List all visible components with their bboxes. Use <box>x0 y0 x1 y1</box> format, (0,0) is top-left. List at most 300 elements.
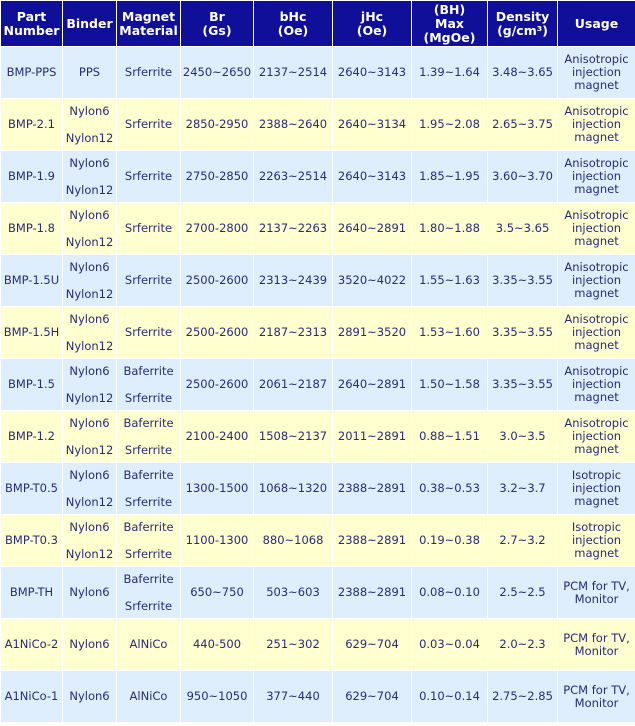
table-row <box>1 255 635 307</box>
jhc-value: 2011~2891 <box>337 429 407 443</box>
binder-line: Nylon6 <box>69 363 110 378</box>
usage-cell <box>558 619 635 671</box>
jhc-value: 2640~3134 <box>337 117 407 131</box>
usage-line: injection <box>571 533 622 547</box>
bhc-cell <box>254 671 333 723</box>
part-number-cell <box>1 671 63 723</box>
usage-line: injection <box>571 429 622 443</box>
header-line: Density <box>495 8 550 24</box>
bhmax-cell <box>412 619 488 671</box>
part-value: BMP-2.1 <box>8 117 55 131</box>
jhc-cell <box>333 151 412 203</box>
binder-line: Nylon12 <box>65 390 114 405</box>
material-line: AlNiCo <box>129 637 168 651</box>
bhmax-value: 0.08~0.10 <box>419 585 480 599</box>
part-value: BMP-PPS <box>6 65 57 79</box>
part-value: BMP-1.5 <box>8 377 55 391</box>
br-value: 2500-2600 <box>185 377 249 391</box>
table-row <box>1 567 635 619</box>
part-number-cell <box>1 515 63 567</box>
jhc-value: 2640~3143 <box>337 169 407 183</box>
magnet-material-cell <box>117 671 181 723</box>
usage-cell <box>558 671 635 723</box>
jhc-cell <box>333 99 412 151</box>
bhmax-value: 1.95~2.08 <box>419 117 480 131</box>
header-br <box>181 1 254 47</box>
jhc-cell <box>333 671 412 723</box>
density-cell <box>488 567 558 619</box>
br-cell <box>181 619 254 671</box>
binder-line: Nylon12 <box>65 182 114 197</box>
material-line: Srferrite <box>124 169 173 183</box>
usage-line: injection <box>571 65 622 79</box>
material-line: Srferrite <box>124 117 173 131</box>
bhc-cell <box>254 307 333 359</box>
material-line: Srferrite <box>124 598 173 613</box>
jhc-value: 2388~2891 <box>337 585 407 599</box>
jhc-value: 2388~2891 <box>337 481 407 495</box>
usage-cell <box>558 359 635 411</box>
header-line: Binder <box>66 15 113 31</box>
part-value: BMP-1.9 <box>8 169 55 183</box>
jhc-cell <box>333 203 412 255</box>
magnet-material-cell <box>117 203 181 255</box>
binder-line: Nylon6 <box>69 585 110 599</box>
bhmax-value: 0.38~0.53 <box>419 481 480 495</box>
magnet-material-cell <box>117 99 181 151</box>
binder-cell <box>63 307 117 359</box>
br-value: 440-500 <box>192 637 242 651</box>
binder-line: Nylon12 <box>65 286 114 301</box>
br-cell <box>181 307 254 359</box>
br-cell <box>181 99 254 151</box>
header-line: bHc <box>279 8 307 24</box>
density-value: 2.75~2.85 <box>492 689 553 703</box>
usage-cell <box>558 463 635 515</box>
br-cell <box>181 359 254 411</box>
jhc-cell <box>333 255 412 307</box>
density-cell <box>488 47 558 99</box>
br-value: 2450~2650 <box>182 65 252 79</box>
bhmax-cell <box>412 515 488 567</box>
binder-line: Nylon6 <box>69 415 110 430</box>
usage-cell <box>558 515 635 567</box>
br-cell <box>181 671 254 723</box>
bhc-cell <box>254 47 333 99</box>
table-row <box>1 203 635 255</box>
bhmax-cell <box>412 567 488 619</box>
binder-line: Nylon12 <box>65 442 114 457</box>
magnet-material-cell <box>117 463 181 515</box>
usage-line: Anisotropic <box>564 260 629 274</box>
bhmax-value: 1.53~1.60 <box>419 325 480 339</box>
usage-line: injection <box>571 481 622 495</box>
bhmax-value: 0.03~0.04 <box>419 637 480 651</box>
jhc-cell <box>333 567 412 619</box>
header-line: Material <box>119 22 178 38</box>
binder-line: Nylon6 <box>69 467 110 482</box>
density-cell <box>488 411 558 463</box>
magnet-material-cell <box>117 619 181 671</box>
binder-cell <box>63 47 117 99</box>
part-number-cell <box>1 411 63 463</box>
usage-line: Anisotropic <box>564 364 629 378</box>
part-value: BMP-1.2 <box>8 429 55 443</box>
binder-line: Nylon6 <box>69 689 110 703</box>
density-cell <box>488 463 558 515</box>
density-value: 3.60~3.70 <box>492 169 553 183</box>
table-row <box>1 359 635 411</box>
binder-cell <box>63 203 117 255</box>
bhc-value: 503~603 <box>266 585 320 599</box>
bhc-value: 2263~2514 <box>258 169 328 183</box>
magnet-material-cell <box>117 515 181 567</box>
density-value: 3.0~3.5 <box>499 429 546 443</box>
usage-line: injection <box>571 325 622 339</box>
part-number-cell <box>1 47 63 99</box>
table-row <box>1 151 635 203</box>
binder-line: Nylon6 <box>69 259 110 274</box>
material-line: Srferrite <box>124 65 173 79</box>
magnet-material-cell <box>117 47 181 99</box>
table-row <box>1 47 635 99</box>
header-bhc <box>254 1 333 47</box>
br-value: 1300-1500 <box>185 481 249 495</box>
jhc-value: 3520~4022 <box>337 273 407 287</box>
header-line: jHc <box>360 8 384 24</box>
magnet-material-cell <box>117 567 181 619</box>
binder-line: Nylon6 <box>69 311 110 326</box>
bhc-value: 2187~2313 <box>258 325 328 339</box>
part-value: BMP-T0.5 <box>5 481 58 495</box>
usage-line: Monitor <box>574 695 619 710</box>
br-cell <box>181 151 254 203</box>
header-line: Number <box>3 22 60 38</box>
density-cell <box>488 307 558 359</box>
binder-cell <box>63 515 117 567</box>
usage-line: Monitor <box>574 591 619 606</box>
usage-line: Anisotropic <box>564 208 629 222</box>
magnet-material-cell <box>117 307 181 359</box>
br-value: 950~1050 <box>186 689 248 703</box>
usage-line: Anisotropic <box>564 312 629 326</box>
table-row <box>1 307 635 359</box>
jhc-value: 2891~3520 <box>337 325 407 339</box>
part-number-cell <box>1 151 63 203</box>
bhmax-cell <box>412 671 488 723</box>
header-jhc <box>333 1 412 47</box>
magnet-material-cell <box>117 359 181 411</box>
usage-line: Isotropic <box>571 520 622 534</box>
bhc-value: 880~1068 <box>262 533 324 547</box>
bhc-value: 2061~2187 <box>258 377 328 391</box>
header-line: (Gs) <box>202 22 232 38</box>
br-value: 2500-2600 <box>185 273 249 287</box>
density-cell <box>488 151 558 203</box>
density-value: 2.65~3.75 <box>492 117 553 131</box>
br-cell <box>181 203 254 255</box>
br-value: 2750-2850 <box>185 169 249 183</box>
binder-cell <box>63 619 117 671</box>
bhc-cell <box>254 359 333 411</box>
material-line: Srferrite <box>124 325 173 339</box>
bhc-cell <box>254 619 333 671</box>
density-cell <box>488 671 558 723</box>
jhc-cell <box>333 411 412 463</box>
material-line: Srferrite <box>124 442 173 457</box>
usage-cell <box>558 47 635 99</box>
br-cell <box>181 567 254 619</box>
density-value: 2.5~2.5 <box>499 585 546 599</box>
bhc-value: 2313~2439 <box>258 273 328 287</box>
jhc-cell <box>333 619 412 671</box>
usage-line: magnet <box>574 182 619 196</box>
bhmax-value: 1.80~1.88 <box>419 221 480 235</box>
density-cell <box>488 203 558 255</box>
table-row <box>1 411 635 463</box>
density-value: 3.48~3.65 <box>492 65 553 79</box>
bhmax-value: 0.19~0.38 <box>419 533 480 547</box>
header-line: Part <box>16 8 47 24</box>
binder-line: Nylon6 <box>69 207 110 222</box>
bhmax-cell <box>412 359 488 411</box>
material-line: Srferrite <box>124 390 173 405</box>
bhc-cell <box>254 515 333 567</box>
table-body <box>1 47 635 723</box>
part-value: BMP-1.5H <box>3 325 60 339</box>
header-line: Magnet <box>121 8 176 24</box>
header-line: (Oe) <box>356 22 388 38</box>
table-row <box>1 619 635 671</box>
header-binder <box>63 1 117 47</box>
density-value: 3.2~3.7 <box>499 481 546 495</box>
br-cell <box>181 463 254 515</box>
jhc-value: 2640~2891 <box>337 377 407 391</box>
jhc-cell <box>333 307 412 359</box>
density-value: 2.7~3.2 <box>499 533 546 547</box>
material-line: Srferrite <box>124 221 173 235</box>
binder-cell <box>63 359 117 411</box>
binder-line: Nylon12 <box>65 234 114 249</box>
part-number-cell <box>1 307 63 359</box>
jhc-value: 2640~2891 <box>337 221 407 235</box>
jhc-value: 629~704 <box>345 689 399 703</box>
jhc-cell <box>333 47 412 99</box>
usage-cell <box>558 99 635 151</box>
usage-line: magnet <box>574 338 619 352</box>
br-cell <box>181 411 254 463</box>
bhmax-cell <box>412 411 488 463</box>
material-line: Baferrite <box>123 363 174 378</box>
material-line: Srferrite <box>124 273 173 287</box>
br-value: 2100-2400 <box>185 429 249 443</box>
usage-line: magnet <box>574 494 619 508</box>
density-value: 3.35~3.55 <box>492 325 553 339</box>
bhmax-value: 1.55~1.63 <box>419 273 480 287</box>
bhmax-cell <box>412 99 488 151</box>
jhc-value: 2640~3143 <box>337 65 407 79</box>
part-value: BMP-1.8 <box>8 221 55 235</box>
binder-cell <box>63 99 117 151</box>
density-cell <box>488 619 558 671</box>
bhc-value: 251~302 <box>266 637 320 651</box>
binder-cell <box>63 411 117 463</box>
part-number-cell <box>1 619 63 671</box>
header-line: (BH) <box>433 1 466 17</box>
usage-line: PCM for TV, <box>563 630 630 645</box>
magnet-material-cell <box>117 151 181 203</box>
bhmax-value: 1.50~1.58 <box>419 377 480 391</box>
usage-line: PCM for TV, <box>563 578 630 593</box>
header-row <box>1 1 635 47</box>
part-number-cell <box>1 463 63 515</box>
part-number-cell <box>1 567 63 619</box>
br-value: 650~750 <box>190 585 244 599</box>
density-value: 2.0~2.3 <box>499 637 546 651</box>
binder-cell <box>63 463 117 515</box>
density-cell <box>488 255 558 307</box>
usage-line: magnet <box>574 286 619 300</box>
bhc-value: 377~440 <box>266 689 320 703</box>
binder-line: Nylon6 <box>69 103 110 118</box>
table-row <box>1 99 635 151</box>
header-line: (g/cm³) <box>497 22 548 38</box>
material-line: Baferrite <box>123 415 174 430</box>
jhc-cell <box>333 515 412 567</box>
bhc-cell <box>254 203 333 255</box>
header-line: (MgOe) <box>423 29 476 45</box>
binder-line: PPS <box>78 65 101 79</box>
bhmax-cell <box>412 255 488 307</box>
usage-line: Anisotropic <box>564 52 629 66</box>
usage-line: PCM for TV, <box>563 682 630 697</box>
bhc-cell <box>254 463 333 515</box>
usage-line: magnet <box>574 442 619 456</box>
density-cell <box>488 359 558 411</box>
magnet-material-cell <box>117 255 181 307</box>
jhc-value: 2388~2891 <box>337 533 407 547</box>
jhc-cell <box>333 359 412 411</box>
br-cell <box>181 515 254 567</box>
usage-cell <box>558 307 635 359</box>
usage-cell <box>558 203 635 255</box>
usage-line: injection <box>571 169 622 183</box>
usage-line: magnet <box>574 234 619 248</box>
header-magnet-material <box>117 1 181 47</box>
header-part-number <box>1 1 63 47</box>
bhmax-value: 0.88~1.51 <box>419 429 480 443</box>
part-value: BMP-1.5U <box>3 273 60 287</box>
header-line: Br <box>209 8 225 24</box>
bhc-cell <box>254 411 333 463</box>
jhc-value: 629~704 <box>345 637 399 651</box>
br-cell <box>181 255 254 307</box>
bhmax-cell <box>412 307 488 359</box>
bhmax-cell <box>412 47 488 99</box>
material-line: Baferrite <box>123 467 174 482</box>
bhc-cell <box>254 567 333 619</box>
usage-line: magnet <box>574 78 619 92</box>
header-bhmax <box>412 1 488 47</box>
jhc-cell <box>333 463 412 515</box>
material-line: Baferrite <box>123 571 174 586</box>
bhc-value: 2137~2514 <box>258 65 328 79</box>
usage-line: injection <box>571 117 622 131</box>
binder-cell <box>63 567 117 619</box>
bhc-cell <box>254 255 333 307</box>
material-line: Srferrite <box>124 494 173 509</box>
part-number-cell <box>1 99 63 151</box>
material-line: AlNiCo <box>129 689 168 703</box>
br-value: 1100-1300 <box>185 533 249 547</box>
header-line: (Oe) <box>277 22 309 38</box>
usage-cell <box>558 567 635 619</box>
bhc-cell <box>254 99 333 151</box>
bhmax-value: 1.39~1.64 <box>419 65 480 79</box>
usage-line: Anisotropic <box>564 156 629 170</box>
part-number-cell <box>1 203 63 255</box>
usage-line: Anisotropic <box>564 104 629 118</box>
usage-cell <box>558 151 635 203</box>
binder-cell <box>63 151 117 203</box>
binder-cell <box>63 671 117 723</box>
bhmax-value: 1.85~1.95 <box>419 169 480 183</box>
usage-line: injection <box>571 273 622 287</box>
density-value: 3.5~3.65 <box>495 221 550 235</box>
usage-cell <box>558 411 635 463</box>
density-value: 3.35~3.55 <box>492 377 553 391</box>
bhmax-cell <box>412 463 488 515</box>
binder-line: Nylon12 <box>65 494 114 509</box>
usage-line: magnet <box>574 130 619 144</box>
part-value: BMP-TH <box>9 585 54 599</box>
part-value: A1NiCo-1 <box>4 689 59 703</box>
bhmax-value: 0.10~0.14 <box>419 689 480 703</box>
usage-line: injection <box>571 221 622 235</box>
binder-line: Nylon6 <box>69 637 110 651</box>
usage-line: magnet <box>574 546 619 560</box>
part-value: BMP-T0.3 <box>5 533 58 547</box>
binder-cell <box>63 255 117 307</box>
table-row <box>1 671 635 723</box>
density-cell <box>488 99 558 151</box>
binder-line: Nylon12 <box>65 546 114 561</box>
binder-line: Nylon12 <box>65 338 114 353</box>
bhc-value: 2388~2640 <box>258 117 328 131</box>
header-density <box>488 1 558 47</box>
usage-line: magnet <box>574 390 619 404</box>
header-line: Usage <box>574 15 619 31</box>
binder-line: Nylon6 <box>69 155 110 170</box>
bhc-cell <box>254 151 333 203</box>
part-number-cell <box>1 359 63 411</box>
bhmax-cell <box>412 203 488 255</box>
br-value: 2850-2950 <box>185 117 249 131</box>
usage-cell <box>558 255 635 307</box>
table-row <box>1 515 635 567</box>
br-value: 2500-2600 <box>185 325 249 339</box>
bhc-value: 2137~2263 <box>258 221 328 235</box>
usage-line: Monitor <box>574 643 619 658</box>
table-row <box>1 463 635 515</box>
density-cell <box>488 515 558 567</box>
bhc-value: 1068~1320 <box>258 481 328 495</box>
density-value: 3.35~3.55 <box>492 273 553 287</box>
usage-line: injection <box>571 377 622 391</box>
header-line: Max <box>435 15 464 31</box>
bhmax-cell <box>412 151 488 203</box>
material-line: Baferrite <box>123 519 174 534</box>
